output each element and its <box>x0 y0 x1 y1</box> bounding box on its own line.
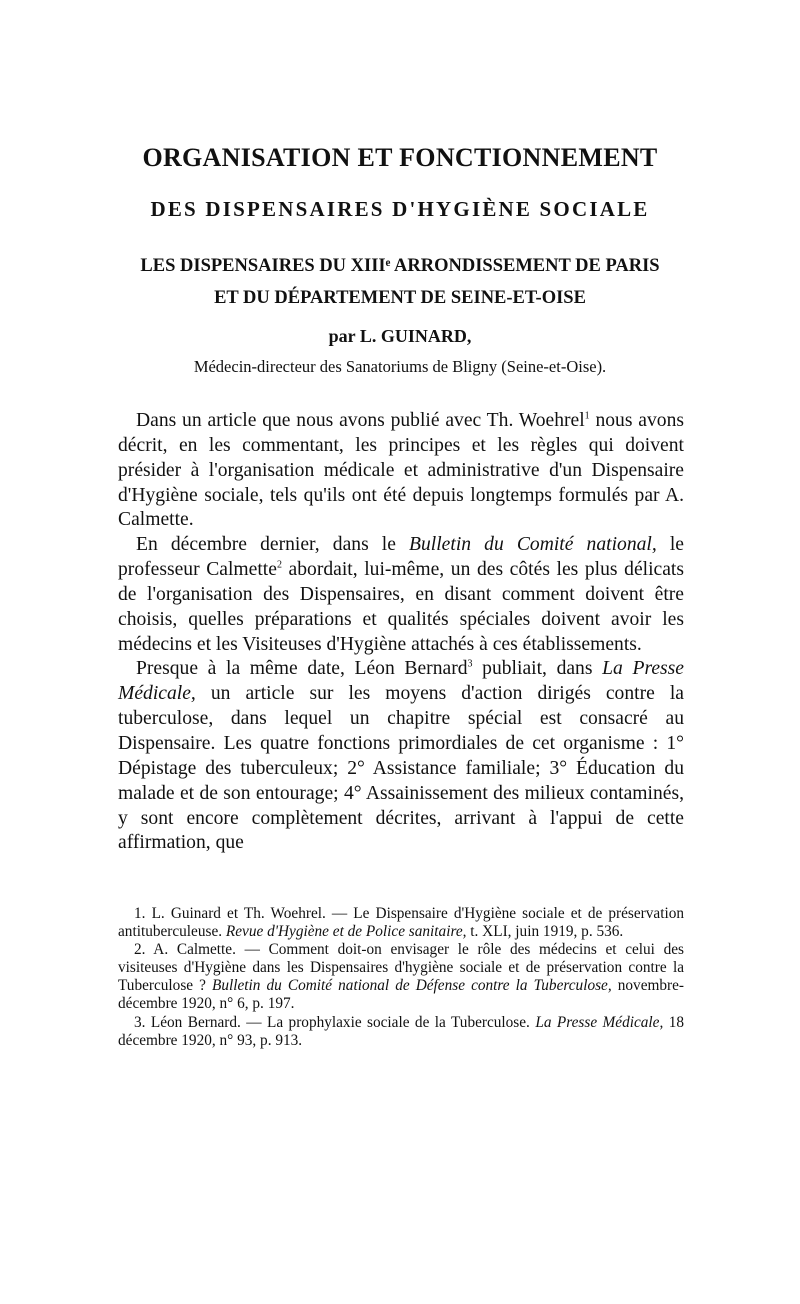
footnote-3-italic: La Presse Médicale, <box>535 1013 664 1031</box>
paragraph-2-text-b: le professeur Calmette <box>118 534 684 581</box>
footnotes <box>118 905 684 1050</box>
footnote-2 <box>118 941 684 1013</box>
paragraph-1-text-a: Dans un article que nous avons publié avec Th. Woehrel <box>136 410 585 431</box>
paragraph-3-italic: La Presse Médicale, <box>118 658 684 705</box>
footnote-ref-3: 3 <box>467 658 473 670</box>
footnote-3 <box>118 1014 684 1050</box>
paragraph-2-text-a: En décembre dernier, dans le <box>136 534 410 556</box>
footnote-3-text-a: 3. Léon Bernard. — La prophylaxie sociale de la Tuberculose. <box>134 1013 536 1031</box>
body-paragraph-3 <box>118 657 684 856</box>
footnote-2-text-b: novembre-décembre 1920, n° 6, p. 197. <box>118 977 685 1013</box>
article-subtitle-line-2: ET DU DÉPARTEMENT DE SEINE-ET-OISE <box>214 288 586 308</box>
paragraph-2-text-c: abordait, lui-même, un des côtés les plus délicats de l'organisation des Dispensaires, en disant comment doivent être choisis, quelles préparations et qualités spéciales doivent avoir les médecins et les Visiteuses d'Hygiène attachés à ces établissements. <box>118 559 684 655</box>
footnote-3-text-b: 18 décembre 1920, n° 93, p. 913. <box>118 1013 684 1049</box>
author-byline: par L. GUINARD, <box>328 326 472 346</box>
article-subtitle <box>0 250 800 314</box>
footnote-ref-1: 1 <box>584 410 590 422</box>
article-title-line-1: ORGANISATION ET FONCTIONNEMENT <box>142 143 658 172</box>
footnote-2-text-a: 2. A. Calmette. — Comment doit-on envisager le rôle des médecins et celui des visiteuses d'Hygiène dans les Dispensaires d'hygiène sociale et de préservation contre la Tuberculose ? <box>118 941 684 995</box>
author-affiliation: Médecin-directeur des Sanatoriums de Bligny (Seine-et-Oise). <box>193 357 607 376</box>
article-title-line-2: DES DISPENSAIRES D'HYGIÈNE SOCIALE <box>150 197 650 221</box>
paragraph-2-italic: Bulletin du Comité national, <box>409 534 657 556</box>
paragraph-3-text-c: un article sur les moyens d'action dirigés contre la tuberculose, dans lequel un chapitre spécial est consacré au Dispensaire. Les quatre fonctions primordiales de cet organisme : 1° Dépistage des tuberculeux; 2° Assistance familiale; 3° Éducation du malade et de son entourage; 4° Assainissement des milieux contaminés, y sont encore complètement décrites, arrivant à l'appui de cette affirmation, que <box>118 683 684 854</box>
article-subtitle-line-1: LES DISPENSAIRES DU XIIIᵉ ARRONDISSEMENT DE PARIS <box>140 256 660 276</box>
footnote-2-italic: Bulletin du Comité national de Défense contre la Tuberculose, <box>212 977 612 995</box>
body-paragraph-2 <box>118 533 684 657</box>
paragraph-3-text-b: publiait, dans <box>472 658 603 680</box>
footnote-1-italic: Revue d'Hygiène et de Police sanitaire, <box>225 923 467 941</box>
paragraph-1-text-b: nous avons décrit, en les commentant, les principes et les règles qui doivent présider à l'organisation médicale et administrative d'un Dispensaire d'Hygiène sociale, tels qu'ils ont été depuis longtemps formulés par A. Calmette. <box>118 410 684 531</box>
article-body <box>118 409 684 856</box>
footnote-1 <box>118 905 684 941</box>
body-paragraph-1 <box>118 409 684 533</box>
footnote-ref-2: 2 <box>276 559 282 571</box>
footnote-1-text-b: t. XLI, juin 1919, p. 536. <box>466 923 624 941</box>
paragraph-3-text-a: Presque à la même date, Léon Bernard <box>136 658 468 680</box>
footnote-1-text-a: 1. L. Guinard et Th. Woehrel. — Le Dispensaire d'Hygiène sociale et de préservation antituberculeuse. <box>118 905 684 941</box>
